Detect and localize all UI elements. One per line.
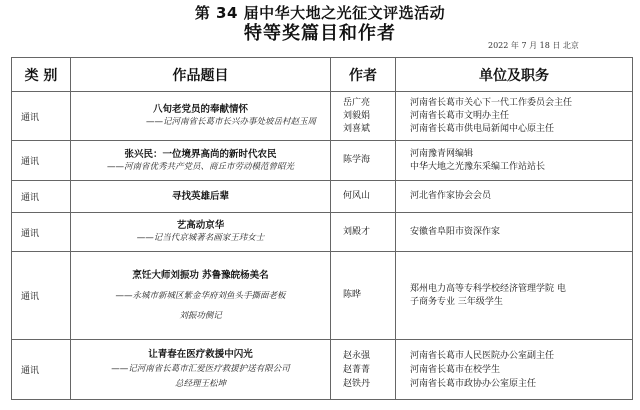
table-header-row — [12, 58, 633, 92]
date-location: 2022 年 7 月 18 日 北京 — [488, 41, 579, 50]
row-title-cell — [71, 340, 331, 400]
row-title-cell — [71, 141, 331, 181]
page-title: 第 34 届中华大地之光征文评选活动 — [194, 4, 446, 22]
author-name: 刘毅娟 — [343, 110, 371, 121]
table-row — [12, 213, 633, 252]
work-subtitle: ——永城市新城区紫金华府刘鱼头手撕面老板 — [115, 290, 286, 301]
row-title-cell — [71, 181, 331, 213]
row-category: 通讯 — [12, 92, 71, 141]
header-author: 作者 — [331, 58, 396, 92]
row-units — [396, 181, 633, 213]
author-name: 赵永强 — [343, 350, 371, 361]
work-title: 八旬老党员的奉献情怀 — [152, 104, 248, 115]
header-title: 作品题目 — [71, 58, 331, 92]
row-authors — [331, 92, 396, 141]
table-row — [12, 92, 633, 141]
row-category: 通讯 — [12, 141, 71, 181]
table-row — [12, 141, 633, 181]
row-category: 通讯 — [12, 252, 71, 340]
row-authors — [331, 340, 396, 400]
row-title-cell — [71, 213, 331, 252]
row-units — [396, 340, 633, 400]
unit-position: 郑州电力高等专科学校经济管理学院 电 — [410, 283, 566, 294]
author-name: 岳广亮 — [343, 97, 371, 108]
author-name: 刘喜斌 — [343, 123, 371, 134]
author-name: 赵铁丹 — [343, 378, 371, 389]
row-authors — [331, 141, 396, 181]
row-units — [396, 141, 633, 181]
row-category: 通讯 — [12, 181, 71, 213]
work-subtitle: 总经理王松坤 — [174, 379, 226, 389]
table-row — [12, 181, 633, 213]
work-title: 让青春在医疗救援中闪光 — [148, 349, 253, 360]
row-authors — [331, 213, 396, 252]
author-name: 何风山 — [343, 191, 371, 201]
work-title: 张兴民：一位境界高尚的新时代农民 — [124, 148, 277, 160]
header-unit: 单位及职务 — [396, 58, 633, 92]
work-subtitle: ——记河南省长葛市汇爱医疗救援护送有限公司 — [111, 364, 290, 374]
author-name: 陈晔 — [343, 290, 362, 300]
unit-position: 河南豫青网编辑 — [410, 148, 474, 159]
row-units — [396, 252, 633, 340]
author-name: 赵菁菁 — [343, 364, 371, 375]
work-title: 艺高动京华 — [176, 220, 225, 231]
unit-position: 河南省长葛市供电局新闻中心原主任 — [410, 123, 555, 134]
unit-position: 子商务专业 三年级学生 — [410, 296, 503, 307]
unit-position: 河南省长葛市文明办主任 — [410, 110, 510, 121]
unit-position: 河北省作家协会会员 — [410, 191, 492, 201]
work-title: 烹饪大师刘振功 苏鲁豫皖杨美名 — [132, 269, 269, 281]
unit-position: 河南省长葛市人民医院办公室副主任 — [410, 350, 555, 361]
row-authors — [331, 252, 396, 340]
table-row — [12, 252, 633, 340]
row-category: 通讯 — [12, 213, 71, 252]
unit-position: 安徽省阜阳市资深作家 — [410, 226, 501, 237]
work-subtitle: ——记当代京城著名画家王玮女士 — [136, 233, 265, 243]
row-units — [396, 213, 633, 252]
page-subtitle: 特等奖篇目和作者 — [244, 23, 396, 44]
work-title: 寻找英雄后辈 — [171, 191, 229, 202]
header-category: 类 别 — [12, 58, 71, 92]
work-subtitle: 刘振功侧记 — [179, 310, 222, 321]
unit-position: 河南省长葛市在校学生 — [410, 364, 501, 375]
row-category: 通讯 — [12, 340, 71, 400]
row-units — [396, 92, 633, 141]
unit-position: 中华大地之光豫东采编工作站站长 — [410, 161, 546, 172]
author-name: 刘殿才 — [343, 226, 371, 237]
unit-position: 河南省长葛市政协办公室原主任 — [410, 378, 537, 389]
unit-position: 河南省长葛市关心下一代工作委员会主任 — [410, 97, 573, 108]
row-authors — [331, 181, 396, 213]
row-title-cell — [71, 92, 331, 141]
award-table — [11, 57, 633, 400]
table-row — [12, 340, 633, 400]
row-title-cell — [71, 252, 331, 340]
work-subtitle: ——河南省优秀共产党员、商丘市劳动模范曾昭光 — [106, 161, 294, 172]
author-name: 陈学海 — [343, 155, 371, 165]
work-subtitle: ——记河南省长葛市长兴办事处坡岳村赵玉周 — [145, 117, 316, 127]
